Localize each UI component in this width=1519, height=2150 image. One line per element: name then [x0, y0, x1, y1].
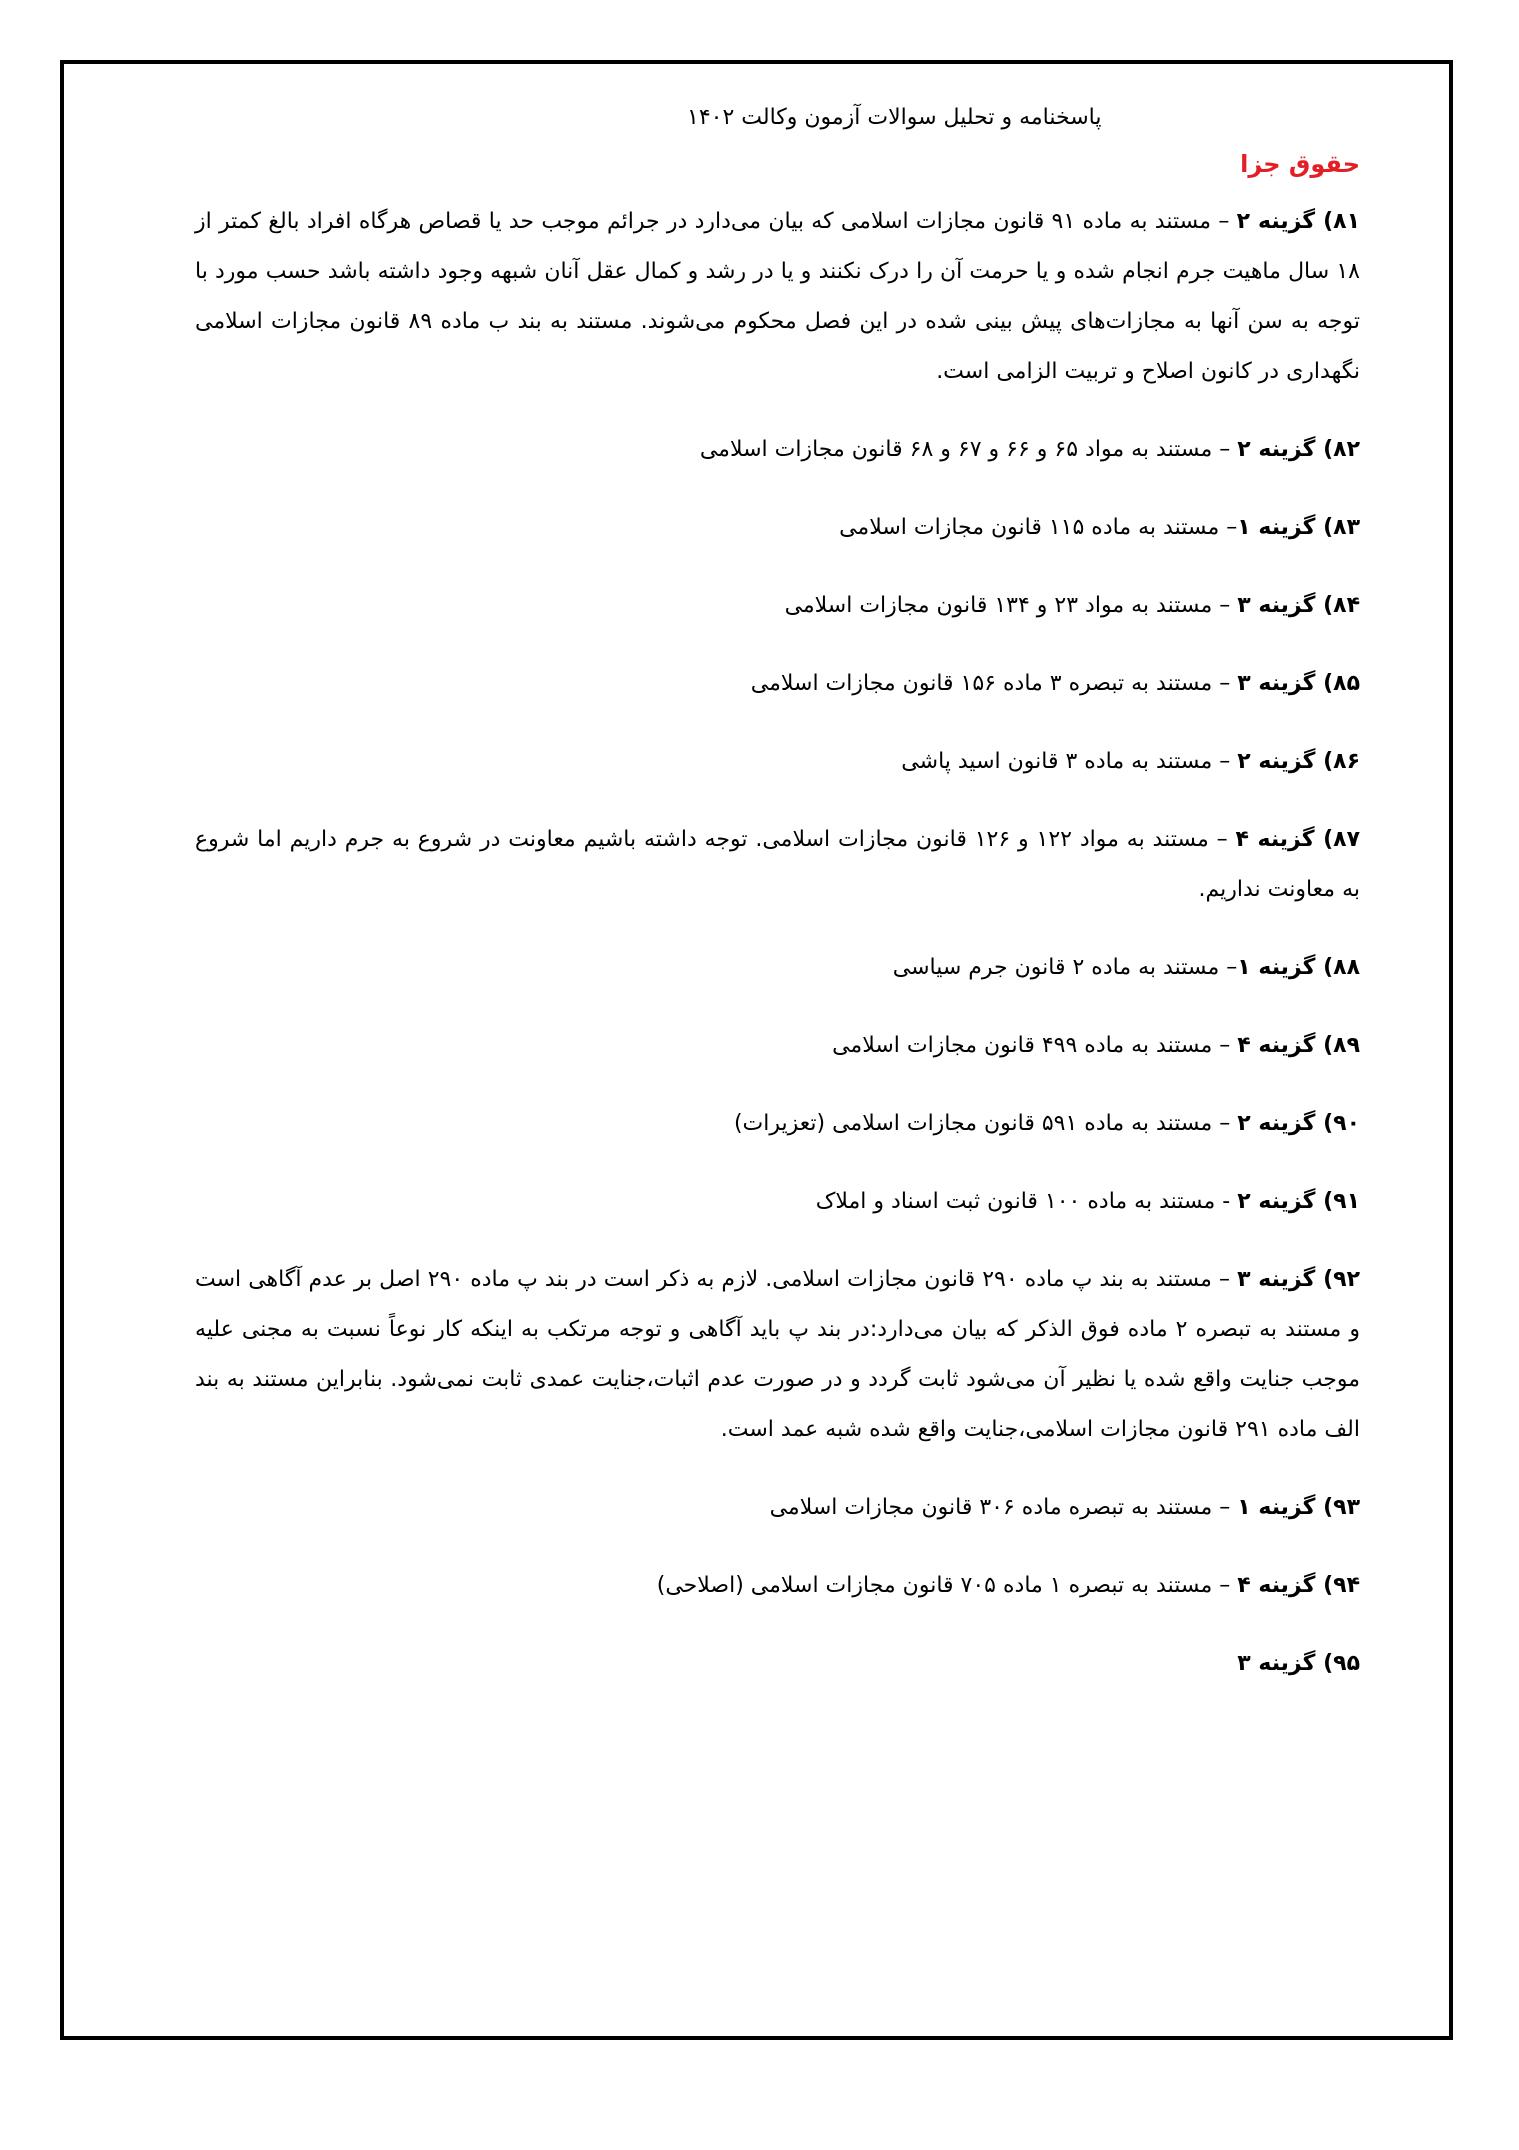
answer-number: ۸۷) — [1314, 827, 1360, 852]
answer-item — [195, 1099, 1360, 1149]
answer-option: گزینه ۲ — [1236, 209, 1316, 234]
answer-option: گزینه ۳ — [1237, 671, 1316, 696]
answer-number: ۹۱) — [1315, 1189, 1360, 1214]
answer-item — [195, 1483, 1360, 1533]
section-title: حقوق جزا — [1240, 150, 1360, 178]
answer-option: گزینه ۱ — [1237, 955, 1316, 980]
answer-number: ۸۹) — [1315, 1033, 1360, 1058]
answer-item — [195, 425, 1360, 475]
answer-option: گزینه ۱ — [1237, 1495, 1316, 1520]
answer-explanation: - مستند به ماده ۱۰۰ قانون ثبت اسناد و املاک — [815, 1189, 1238, 1214]
answer-option: گزینه ۴ — [1237, 1573, 1316, 1598]
answer-option: گزینه ۳ — [1237, 1267, 1316, 1292]
answer-option: گزینه ۲ — [1237, 437, 1316, 462]
answer-option: گزینه ۳ — [1237, 593, 1316, 618]
answer-number: ۸۲) — [1315, 437, 1360, 462]
answer-explanation: – مستند به تبصره ماده ۳۰۶ قانون مجازات اسلامی — [769, 1495, 1238, 1520]
answer-item — [195, 1177, 1360, 1227]
answer-item — [195, 197, 1360, 397]
answer-number: ۸۴) — [1315, 593, 1360, 618]
answer-number: ۹۰) — [1315, 1111, 1360, 1136]
answer-item — [195, 581, 1360, 631]
answer-number: ۹۲) — [1315, 1267, 1360, 1292]
answer-item — [195, 503, 1360, 553]
answer-explanation: – مستند به ماده ۴۹۹ قانون مجازات اسلامی — [832, 1033, 1238, 1058]
answer-number: ۹۴) — [1315, 1573, 1360, 1598]
answer-item — [195, 815, 1360, 915]
answer-item — [195, 1561, 1360, 1611]
answer-explanation: – مستند به مواد ۶۵ و ۶۶ و ۶۷ و ۶۸ قانون مجازات اسلامی — [699, 437, 1238, 462]
answer-option: گزینه ۳ — [1237, 1651, 1316, 1676]
answer-number: ۹۵) — [1315, 1651, 1360, 1676]
answer-explanation: – مستند به بند پ ماده ۲۹۰ قانون مجازات اسلامی. لازم به ذکر است در بند پ ماده ۲۹۰ اصل بر عدم آگاهی است و مستند به تبصره ۲ ماده فوق الذکر که بیان می‌دارد:در بند پ باید آگاهی و توجه مرتکب به اینکه کار نوعاً نسبت به مجنی علیه موجب جنایت واقع شده یا نظیر آن می‌شود ثابت گردد و در صورت عدم اثبات،جنایت عمدی ثابت نمی‌شود. بنابراین مستند به بند الف ماده ۲۹۱ قانون مجازات اسلامی،جنایت واقع شده شبه عمد است. — [195, 1267, 1360, 1442]
answer-explanation: – مستند به ماده ۹۱ قانون مجازات اسلامی که بیان می‌دارد در جرائم موجب حد یا قصاص هرگاه افراد بالغ کمتر از ۱۸ سال ماهیت جرم انجام شده و یا حرمت آن را درک نکنند و یا در رشد و کمال عقل آنان شبهه وجود داشته باشد حسب مورد با توجه به سن آنها به مجازات‌های پیش بینی شده در این فصل محکوم می‌شوند. مستند به بند ب ماده ۸۹ قانون مجازات اسلامی نگهداری در کانون اصلاح و تربیت الزامی است. — [195, 209, 1360, 384]
answer-list — [195, 197, 1360, 1689]
answer-item — [195, 1639, 1360, 1689]
answer-item — [195, 659, 1360, 709]
answer-explanation: – مستند به ماده ۳ قانون اسید پاشی — [901, 749, 1238, 774]
answer-option: گزینه ۱ — [1237, 515, 1316, 540]
answer-number: ۸۵) — [1315, 671, 1360, 696]
answer-explanation: – مستند به ماده ۲ قانون جرم سیاسی — [892, 955, 1238, 980]
answer-option: گزینه ۲ — [1237, 1111, 1316, 1136]
document-header: پاسخنامه و تحلیل سوالات آزمون وکالت ۱۴۰۲ — [687, 105, 1102, 130]
answer-number: ۸۳) — [1315, 515, 1360, 540]
answer-number: ۹۳) — [1315, 1495, 1360, 1520]
answer-option: گزینه ۲ — [1237, 1189, 1316, 1214]
answer-item — [195, 1021, 1360, 1071]
answer-explanation: – مستند به مواد ۲۳ و ۱۳۴ قانون مجازات اسلامی — [784, 593, 1238, 618]
document-body — [195, 95, 1360, 1717]
answer-item — [195, 1255, 1360, 1455]
answer-option: گزینه ۴ — [1237, 1033, 1316, 1058]
answer-explanation: – مستند به ماده ۱۱۵ قانون مجازات اسلامی — [839, 515, 1238, 540]
answer-number: ۸۶) — [1315, 749, 1360, 774]
answer-option: گزینه ۴ — [1235, 827, 1315, 852]
answer-explanation: – مستند به تبصره ۳ ماده ۱۵۶ قانون مجازات اسلامی — [750, 671, 1238, 696]
answer-number: ۸۸) — [1315, 955, 1360, 980]
answer-explanation: – مستند به تبصره ۱ ماده ۷۰۵ قانون مجازات اسلامی (اصلاحی) — [656, 1573, 1238, 1598]
answer-item — [195, 943, 1360, 993]
answer-option: گزینه ۲ — [1237, 749, 1316, 774]
answer-item — [195, 737, 1360, 787]
answer-explanation: – مستند به مواد ۱۲۲ و ۱۲۶ قانون مجازات اسلامی. توجه داشته باشیم معاونت در شروع به جرم داریم اما شروع به معاونت نداریم. — [195, 827, 1360, 902]
answer-explanation: – مستند به ماده ۵۹۱ قانون مجازات اسلامی (تعزیرات) — [733, 1111, 1238, 1136]
answer-number: ۸۱) — [1315, 209, 1360, 234]
